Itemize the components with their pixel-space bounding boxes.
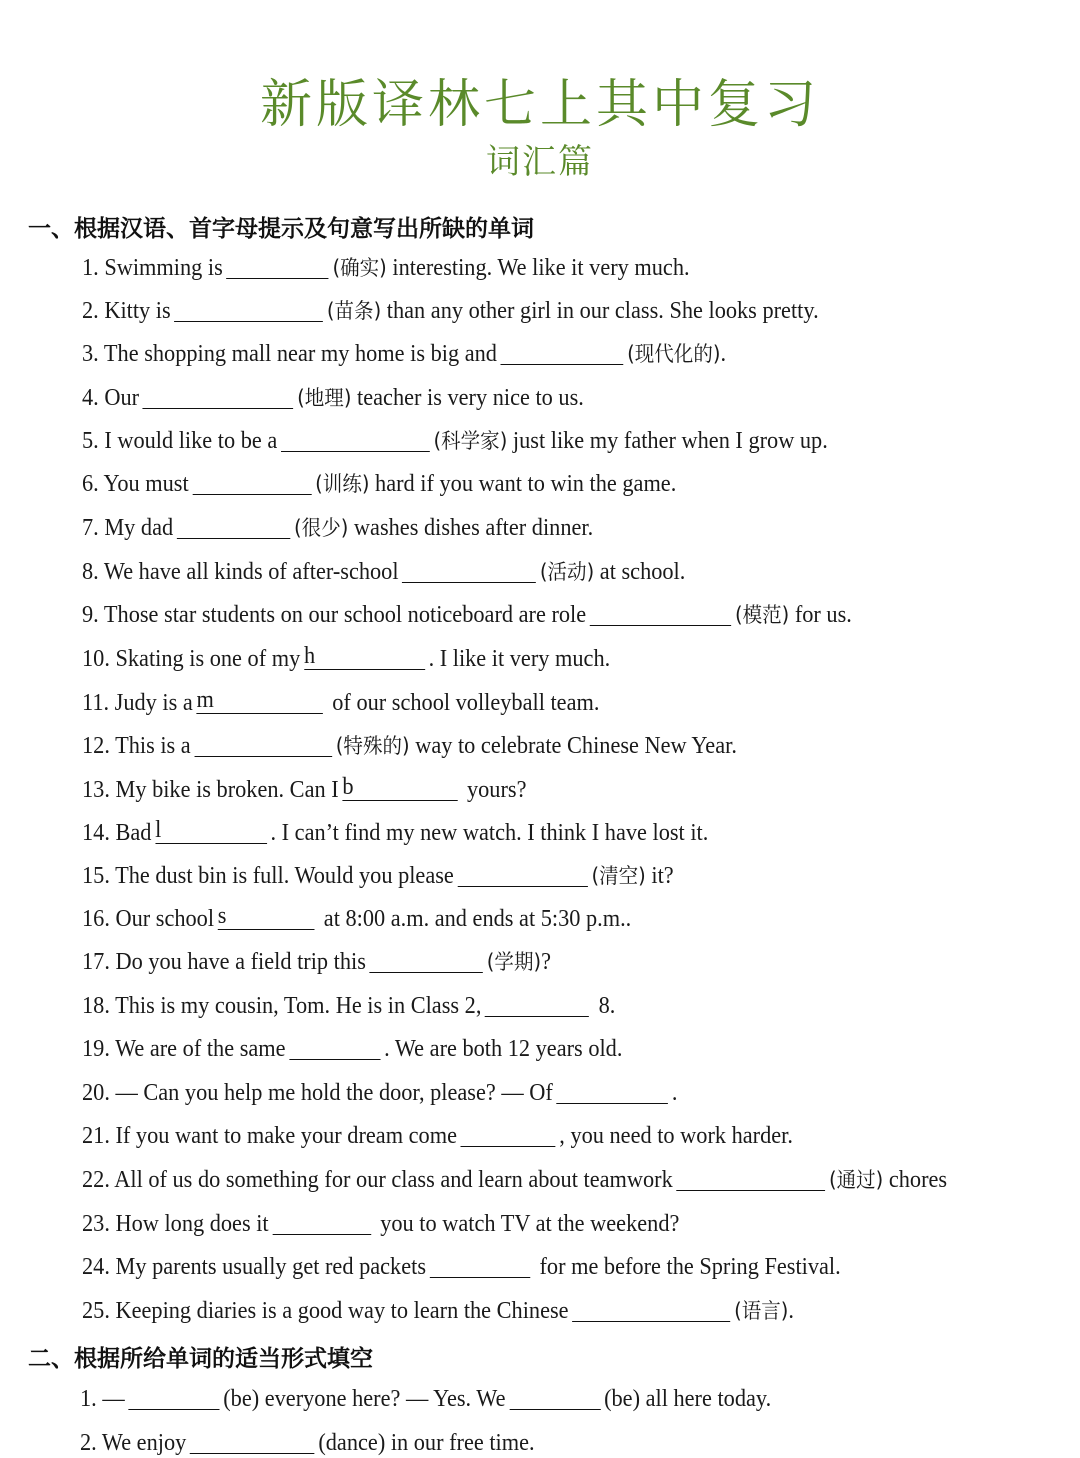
- chinese-hint: (苗条): [326, 299, 382, 323]
- answer-blank[interactable]: [177, 516, 290, 539]
- question-text: (be) all here today.: [604, 1386, 772, 1412]
- question-text: 15. The dust bin is full. Would you please: [82, 863, 454, 889]
- question-text: 2. We enjoy: [80, 1430, 187, 1456]
- chinese-hint: (现代化的): [627, 342, 721, 366]
- question-text: 3. The shopping mall near my home is big and: [82, 341, 497, 367]
- section-heading: 一、根据汉语、首字母提示及句意写出所缺的单词: [28, 216, 534, 242]
- question-item: [82, 688, 599, 718]
- answer-blank[interactable]: [174, 299, 323, 322]
- answer-blank[interactable]: [557, 1081, 669, 1104]
- chinese-hint: (地理): [297, 386, 352, 410]
- question-text: interesting. We like it very much.: [386, 255, 690, 281]
- question-text: . I like it very much.: [428, 646, 611, 672]
- question-text: .: [720, 341, 727, 367]
- initial-letter-hint: m: [196, 687, 214, 713]
- initial-letter-hint: b: [342, 774, 354, 800]
- answer-blank[interactable]: [501, 342, 624, 365]
- page-title: 新版译林七上其中复习: [259, 75, 820, 135]
- initial-letter-hint: h: [303, 643, 316, 669]
- chinese-hint: (科学家): [433, 429, 508, 453]
- question-text: 10. Skating is one of my: [82, 646, 301, 672]
- question-item: [82, 1252, 841, 1282]
- answer-blank[interactable]: [289, 1037, 380, 1060]
- question-text: 12. This is a: [82, 733, 191, 759]
- answer-blank[interactable]: [281, 429, 430, 452]
- question-item: [82, 1296, 794, 1326]
- question-text: 22. All of us do something for our class and learn about teamwork: [82, 1167, 673, 1193]
- answer-blank[interactable]: [572, 1299, 730, 1322]
- question-text: it?: [645, 863, 674, 889]
- question-item: [82, 644, 610, 674]
- question-item: [82, 383, 584, 413]
- question-text: 24. My parents usually get red packets: [82, 1254, 427, 1280]
- answer-blank[interactable]: [128, 1387, 219, 1410]
- question-text: 17. Do you have a field trip this: [82, 949, 366, 975]
- chinese-hint: (清空): [591, 864, 646, 888]
- answer-blank[interactable]: [196, 687, 322, 714]
- initial-letter-hint: l: [155, 817, 162, 843]
- answer-blank[interactable]: [155, 817, 267, 844]
- question-text: for me before the Spring Festival.: [533, 1254, 841, 1280]
- chinese-hint: (学期): [486, 950, 542, 974]
- question-item: [82, 1209, 679, 1239]
- page-subtitle: 词汇篇: [486, 142, 594, 182]
- question-item: [82, 339, 726, 369]
- section-heading: 二、根据所给单词的适当形式填空: [28, 1346, 373, 1372]
- question-text: 16. Our school: [82, 906, 215, 932]
- chinese-hint: (语言): [734, 1299, 789, 1323]
- chinese-hint: (通过): [828, 1168, 884, 1192]
- answer-blank[interactable]: [226, 256, 328, 279]
- question-text: 13. My bike is broken. Can I: [82, 777, 339, 803]
- question-item: [82, 861, 674, 891]
- answer-blank[interactable]: [402, 560, 536, 583]
- answer-blank[interactable]: [370, 950, 483, 973]
- question-text: yours?: [461, 777, 527, 803]
- question-item: [82, 818, 708, 848]
- question-text: you to watch TV at the weekend?: [374, 1211, 680, 1237]
- question-item: [82, 775, 526, 805]
- question-text: chores: [883, 1167, 948, 1193]
- question-text: .: [788, 1298, 795, 1324]
- answer-blank[interactable]: [303, 643, 425, 670]
- question-text: at school.: [594, 559, 686, 585]
- question-text: hard if you want to win the game.: [369, 471, 677, 497]
- question-item: [82, 469, 676, 499]
- question-text: 8. We have all kinds of after-school: [82, 559, 399, 585]
- question-item: [82, 1034, 622, 1064]
- question-text: teacher is very nice to us.: [351, 385, 584, 411]
- answer-blank[interactable]: [458, 864, 588, 887]
- question-item: [82, 426, 828, 456]
- chinese-hint: (模范): [734, 603, 790, 627]
- question-text: 14. Bad: [82, 820, 152, 846]
- initial-letter-hint: s: [217, 903, 227, 929]
- question-text: way to celebrate Chinese New Year.: [409, 733, 737, 759]
- question-text: 25. Keeping diaries is a good way to learn the Chinese: [82, 1298, 569, 1324]
- question-text: 1. —: [80, 1386, 125, 1412]
- answer-blank[interactable]: [190, 1431, 315, 1454]
- question-text: of our school volleyball team.: [326, 690, 600, 716]
- answer-blank[interactable]: [192, 472, 311, 495]
- question-text: 4. Our: [82, 385, 140, 411]
- question-text: 11. Judy is a: [82, 690, 193, 716]
- question-text: (dance) in our free time.: [318, 1430, 535, 1456]
- question-text: 8.: [593, 993, 616, 1019]
- question-text: washes dishes after dinner.: [348, 515, 594, 541]
- question-item: [82, 947, 551, 977]
- answer-blank[interactable]: [430, 1255, 530, 1278]
- chinese-hint: (活动): [539, 560, 595, 584]
- question-item: [82, 904, 631, 934]
- question-text: for us.: [789, 602, 852, 628]
- chinese-hint: (很少): [294, 516, 349, 540]
- question-item: [82, 600, 852, 630]
- question-text: at 8:00 a.m. and ends at 5:30 p.m..: [318, 906, 632, 932]
- chinese-hint: (训练): [315, 472, 370, 496]
- answer-blank[interactable]: [676, 1168, 825, 1191]
- answer-blank[interactable]: [272, 1212, 371, 1235]
- question-text: . I can’t find my new watch. I think I have lost it.: [270, 820, 709, 846]
- question-text: 5. I would like to be a: [82, 428, 278, 454]
- question-text: 9. Those star students on our school noticeboard are role: [82, 602, 587, 628]
- question-item: [82, 1078, 677, 1108]
- question-item: [82, 513, 593, 543]
- question-text: 18. This is my cousin, Tom. He is in Class 2,: [82, 993, 482, 1019]
- question-item: [82, 253, 690, 283]
- question-item: [82, 991, 615, 1021]
- question-text: 20. — Can you help me hold the door, please? — Of: [82, 1080, 553, 1106]
- answer-blank[interactable]: [590, 603, 731, 626]
- question-text: 2. Kitty is: [82, 298, 171, 324]
- question-text: 7. My dad: [82, 515, 174, 541]
- question-text: just like my father when I grow up.: [507, 428, 828, 454]
- question-text: 1. Swimming is: [82, 255, 223, 281]
- question-text: 21. If you want to make your dream come: [82, 1123, 457, 1149]
- answer-blank[interactable]: [342, 774, 457, 801]
- answer-blank[interactable]: [143, 386, 294, 409]
- question-item: [82, 557, 685, 587]
- question-text: ?: [541, 949, 552, 975]
- question-text: 6. You must: [82, 471, 189, 497]
- question-text: 19. We are of the same: [82, 1036, 286, 1062]
- question-item: [80, 1384, 771, 1414]
- question-text: , you need to work harder.: [559, 1123, 793, 1149]
- question-text: (be) everyone here? — Yes. We: [223, 1386, 506, 1412]
- question-item: [82, 1165, 947, 1195]
- question-item: [82, 731, 737, 761]
- question-item: [82, 296, 819, 326]
- question-item: [80, 1428, 535, 1458]
- answer-blank[interactable]: [461, 1124, 556, 1147]
- question-text: .: [671, 1080, 678, 1106]
- answer-blank[interactable]: [509, 1387, 600, 1410]
- answer-blank[interactable]: [485, 994, 589, 1017]
- answer-blank[interactable]: [194, 734, 332, 757]
- answer-blank[interactable]: [217, 903, 315, 930]
- chinese-hint: (特殊的): [335, 734, 410, 758]
- question-item: [82, 1121, 793, 1151]
- question-text: than any other girl in our class. She looks pretty.: [381, 298, 819, 324]
- question-text: . We are both 12 years old.: [384, 1036, 623, 1062]
- chinese-hint: (确实): [332, 256, 387, 280]
- question-text: 23. How long does it: [82, 1211, 269, 1237]
